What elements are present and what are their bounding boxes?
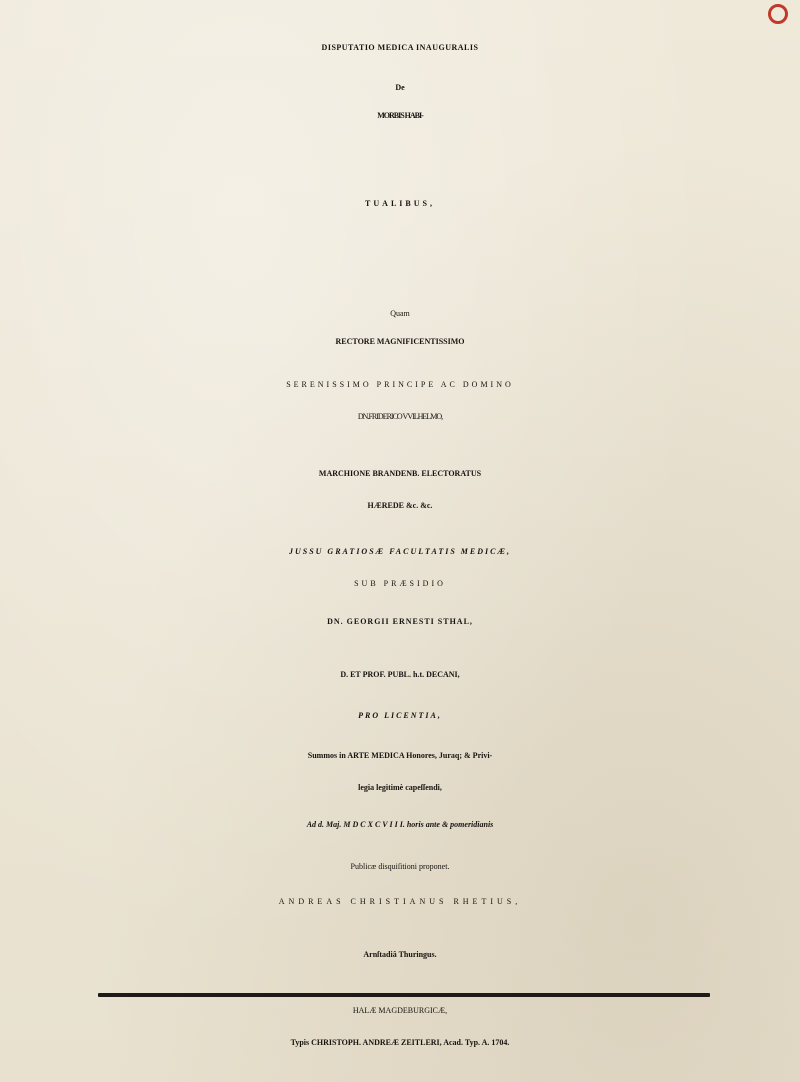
- divider-rule: [98, 993, 710, 997]
- main-title-line-2: TUALIBUS,: [365, 199, 435, 208]
- prince-name: DN.FRIDERICO VVILHELMO,: [357, 412, 443, 421]
- imprint-printer: Typis CHRISTOPH. ANDREÆ ZEITLERI, Acad. Typ. A. 1704.: [290, 1038, 510, 1047]
- praeses-title: D. ET PROF. PUBL. h.t. DECANI,: [340, 670, 460, 679]
- licentia-line: PRO LICENTIA,: [358, 711, 442, 720]
- jussu-line: JUSSU GRATIOSÆ FACULTATIS MEDICÆ,: [288, 547, 512, 556]
- publicae-line: Publicæ disquiſitioni proponet.: [350, 862, 450, 871]
- summos-line-1: Summos in ARTE MEDICA Honores, Juraq; & Privi-: [307, 751, 493, 760]
- praesidio-line: SUB PRÆSIDIO: [354, 579, 446, 588]
- praeses-name: DN. GEORGII ERNESTI STHAL,: [327, 617, 473, 626]
- rector-line: RECTORE MAGNIFICENTISSIMO: [335, 337, 465, 346]
- date-line: Ad d. Maj. M D C X C V I I I. horis ante & pomeridianis: [306, 820, 494, 829]
- de-line: De: [395, 83, 405, 92]
- prince-line: SERENISSIMO PRINCIPE AC DOMINO: [286, 380, 514, 389]
- summos-line-2: legia legitimè capeſſendi,: [358, 783, 442, 792]
- imprint-place: HALÆ MAGDEBURGICÆ,: [352, 1006, 448, 1015]
- corner-mark-icon: [768, 4, 788, 24]
- heading: DISPUTATIO MEDICA INAUGURALIS: [321, 43, 479, 52]
- quam-line: Quam: [390, 309, 410, 318]
- main-title-line-1: MORBIS HABI-: [377, 111, 423, 120]
- haerede-line: HÆREDE &c. &c.: [367, 501, 433, 510]
- marchione-line: MARCHIONE BRANDENB. ELECTORATUS: [318, 469, 482, 478]
- author-name: ANDREAS CHRISTIANUS RHETIUS,: [278, 897, 522, 906]
- author-origin: Arnſtadiâ Thuringus.: [363, 950, 437, 959]
